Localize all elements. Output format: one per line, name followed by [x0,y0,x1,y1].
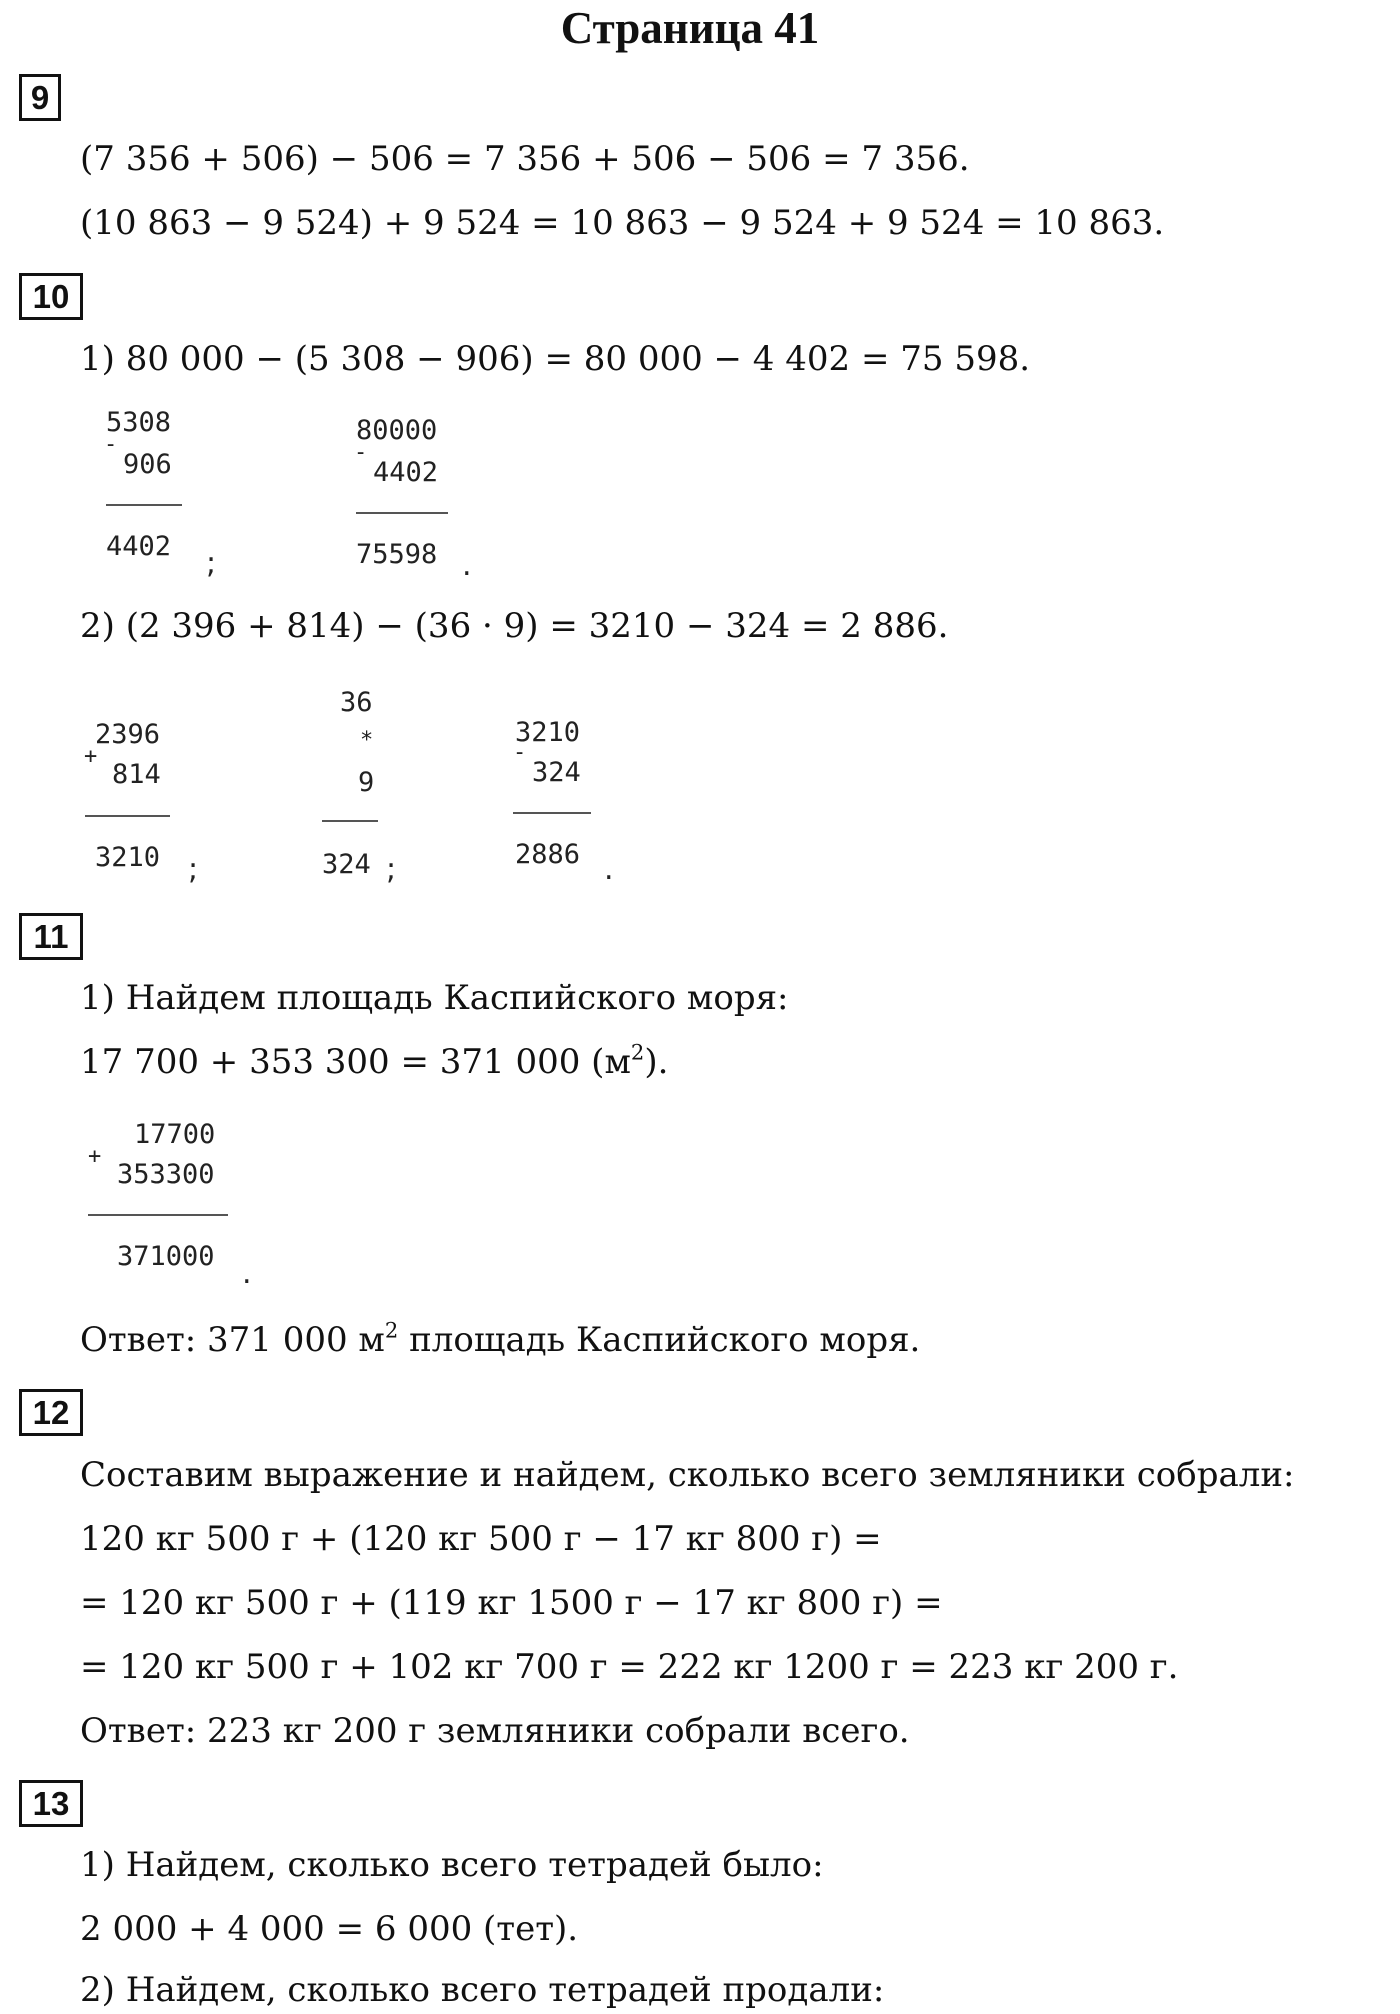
calc-5-bottom: 324 [532,757,581,788]
calc-5-result: 2886 [515,839,581,870]
task-number-13: 13 [19,1780,83,1827]
task-13-line-3: 2) Найдем, сколько всего тетрадей продали: [80,1970,885,2010]
task-10-line-1: 1) 80 000 − (5 308 − 906) = 80 000 − 4 402 = 75 598. [80,339,1031,379]
calc-1-end: ; [206,546,217,581]
calc-1-rule [106,504,182,506]
calc-6-top: 17700 [134,1119,216,1150]
task-number-9: 9 [19,74,61,121]
page-title: Страница 41 [560,3,820,53]
calc-3-end: ; [188,852,199,887]
task-9-line-1: (7 356 + 506) − 506 = 7 356 + 506 − 506 = 7 356. [80,139,970,179]
calc-1-operator: - [104,432,118,457]
calc-6-end: . [242,1256,252,1291]
calc-2-top: 80000 [356,415,438,446]
task-11-line-1: 1) Найдем площадь Каспийского моря: [80,978,789,1018]
calc-6-result: 371000 [117,1241,215,1272]
calc-3-result: 3210 [95,842,161,873]
calc-1-top: 5308 [106,407,172,438]
task-number-12: 12 [19,1389,83,1436]
task-12-answer: Ответ: 223 кг 200 г земляники собрали всего. [80,1711,910,1751]
calc-4-rule [322,820,378,822]
calc-3-top: 2396 [95,719,161,750]
calc-1-bottom: 906 [123,449,172,480]
calc-4-top: 36 [340,687,373,718]
task-11-line-2-exponent: 2 [630,1039,645,1065]
calc-2-result: 75598 [356,539,438,570]
calc-5-end: . [604,852,614,887]
task-12-line-1: Составим выражение и найдем, сколько всего земляники собрали: [80,1455,1295,1495]
task-11-answer-exponent: 2 [384,1317,399,1343]
task-number-11: 11 [19,913,83,960]
task-9-line-2: (10 863 − 9 524) + 9 524 = 10 863 − 9 524 + 9 524 = 10 863. [80,203,1165,243]
calc-5-rule [513,812,591,814]
calc-3-bottom: 814 [112,759,161,790]
calc-3-rule [85,815,170,817]
calc-4-result: 324 [322,849,371,880]
calc-5-operator: - [513,740,527,765]
calc-5-top: 3210 [515,717,581,748]
task-13-line-1: 1) Найдем, сколько всего тетрадей было: [80,1845,824,1885]
calc-1-result: 4402 [106,531,172,562]
task-12-line-4: = 120 кг 500 г + 102 кг 700 г = 222 кг 1200 г = 223 кг 200 г. [80,1647,1179,1687]
task-11-answer-end: площадь Каспийского моря. [398,1320,921,1360]
task-12-line-3: = 120 кг 500 г + (119 кг 1500 г − 17 кг 800 г) = [80,1583,943,1623]
task-11-answer [80,1318,920,1362]
task-number-10: 10 [19,273,83,320]
calc-4-operator: * [360,728,374,753]
calc-3-operator: + [84,744,98,769]
task-12-line-2: 120 кг 500 г + (120 кг 500 г − 17 кг 800 г) = [80,1519,882,1559]
task-11-answer-text: Ответ: 371 000 м [80,1320,385,1360]
task-11-line-2 [80,1040,668,1084]
calc-2-rule [356,512,448,514]
calc-2-operator: - [354,440,368,465]
task-10-line-2: 2) (2 396 + 814) − (36 · 9) = 3210 − 324 = 2 886. [80,606,949,646]
task-11-line-2-text: 17 700 + 353 300 = 371 000 (м [80,1042,631,1082]
calc-6-rule [88,1214,228,1216]
calc-4-bottom: 9 [358,767,375,798]
task-11-line-2-end: ). [644,1042,669,1082]
calc-6-operator: + [88,1144,102,1169]
calc-6-bottom: 353300 [117,1159,215,1190]
calc-2-end: . [462,548,472,583]
task-13-line-2: 2 000 + 4 000 = 6 000 (тет). [80,1909,579,1949]
calc-4-end: ; [386,852,397,887]
calc-2-bottom: 4402 [373,457,439,488]
